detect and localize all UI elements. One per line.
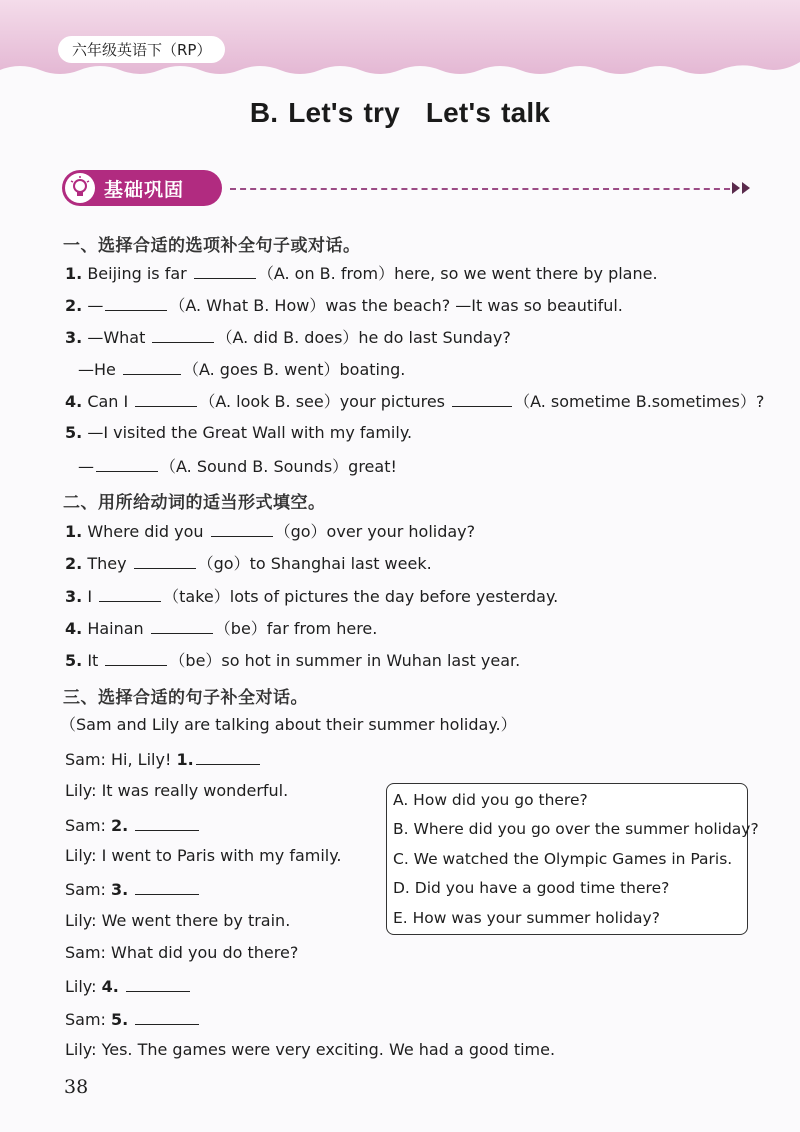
part1-item-4: 4. Can I （A. look B. see）your pictures （A. sometime B.sometimes）? <box>65 392 765 411</box>
dialogue-line-8: Lily: 4. <box>65 975 192 997</box>
title-part2: Let's talk <box>425 97 551 128</box>
lightbulb-icon <box>65 173 95 203</box>
answer-blank[interactable] <box>211 520 273 537</box>
option-c: C. We watched the Olympic Games in Paris. <box>393 850 733 868</box>
answer-blank[interactable] <box>134 552 196 569</box>
answer-blank[interactable] <box>123 358 181 375</box>
section-divider <box>230 188 730 190</box>
dialogue-line-4: Lily: I went to Paris with my family. <box>65 846 342 865</box>
part1-item-2: 2. — （A. What B. How）was the beach? —It was so beautiful. <box>65 296 623 315</box>
option-b: B. Where did you go over the summer holiday? <box>393 820 759 838</box>
option-d: D. Did you have a good time there? <box>393 879 670 897</box>
page-number: 38 <box>64 1076 89 1098</box>
answer-blank[interactable] <box>152 326 214 343</box>
part1-item-3: 3. —What （A. did B. does）he do last Sunday? <box>65 328 511 347</box>
part3-intro: （Sam and Lily are talking about their summer holiday.） <box>60 715 517 734</box>
answer-blank[interactable] <box>135 390 197 407</box>
answer-blank[interactable] <box>135 814 199 831</box>
double-arrow-icon <box>730 180 754 201</box>
part1-item-1: 1. Beijing is far （A. on B. from）here, so we went there by plane. <box>65 264 658 283</box>
dialogue-line-3: Sam: 2. <box>65 814 201 836</box>
answer-blank[interactable] <box>96 455 158 472</box>
part1-item-3b: —He （A. goes B. went）boating. <box>78 360 406 379</box>
answer-blank[interactable] <box>196 748 260 765</box>
part2-item-1: 1. Where did you （go）over your holiday? <box>65 522 476 541</box>
dialogue-line-6: Lily: We went there by train. <box>65 911 291 930</box>
dialogue-line-9: Sam: 5. <box>65 1008 201 1030</box>
dialogue-line-1: Sam: Hi, Lily! 1. <box>65 748 262 770</box>
part1-item-5: 5. —I visited the Great Wall with my family. <box>65 423 413 442</box>
page-title <box>0 97 800 129</box>
part2-item-4: 4. Hainan （be）far from here. <box>65 619 378 638</box>
book-tag: 六年级英语下（RP） <box>58 36 225 63</box>
options-box <box>386 783 759 935</box>
answer-blank[interactable] <box>126 975 190 992</box>
part1-item-5b: — （A. Sound B. Sounds）great! <box>78 457 397 476</box>
dialogue-line-5: Sam: 3. <box>65 878 201 900</box>
section-label: 基础巩固 <box>104 179 185 201</box>
part2-item-3: 3. I （take）lots of pictures the day before yesterday. <box>65 587 559 606</box>
answer-blank[interactable] <box>105 649 167 666</box>
part3-heading: 三、选择合适的句子补全对话。 <box>63 688 308 708</box>
title-part1: B. Let's try <box>249 97 400 128</box>
answer-blank[interactable] <box>135 1008 199 1025</box>
part2-heading: 二、用所给动词的适当形式填空。 <box>63 493 326 513</box>
answer-blank[interactable] <box>135 878 199 895</box>
answer-blank[interactable] <box>99 585 161 602</box>
option-e: E. How was your summer holiday? <box>393 909 660 927</box>
answer-blank[interactable] <box>194 262 256 279</box>
dialogue-line-10: Lily: Yes. The games were very exciting. We had a good time. <box>65 1040 556 1059</box>
option-a: A. How did you go there? <box>393 791 588 809</box>
dialogue-line-2: Lily: It was really wonderful. <box>65 781 289 800</box>
section-banner <box>62 170 232 206</box>
dialogue-line-7: Sam: What did you do there? <box>65 943 299 962</box>
part2-item-5: 5. It （be）so hot in summer in Wuhan last year. <box>65 651 521 670</box>
part2-item-2: 2. They （go）to Shanghai last week. <box>65 554 432 573</box>
answer-blank[interactable] <box>105 294 167 311</box>
answer-blank[interactable] <box>452 390 512 407</box>
answer-blank[interactable] <box>151 617 213 634</box>
part1-heading: 一、选择合适的选项补全句子或对话。 <box>63 236 361 256</box>
